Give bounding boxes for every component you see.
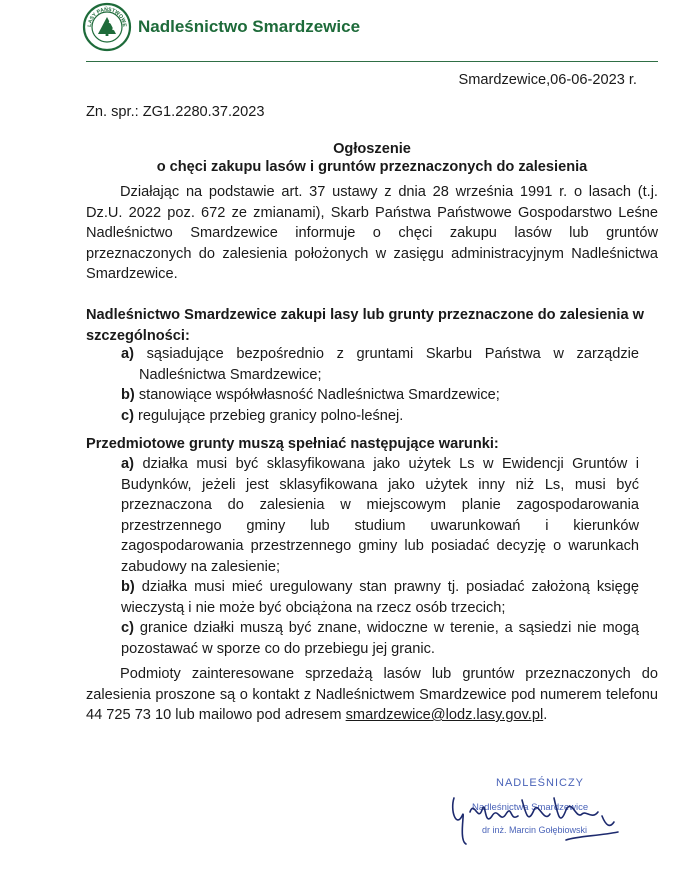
list-item <box>121 577 639 618</box>
official-stamp <box>448 770 648 865</box>
item-label: b) <box>121 387 135 403</box>
item-text: regulujące przebieg granicy polno-leśnej. <box>138 407 404 424</box>
closing-paragraph <box>86 664 658 726</box>
section-1-heading: Nadleśnictwo Smardzewice zakupi lasy lub grunty przeznaczone do zalesienia w szczególności: <box>86 307 644 344</box>
item-text: działka musi być sklasyfikowana jako użytek Ls w Ewidencji Gruntów i Budynków, jeżeli jest sklasyfikowana jako użytek inny niż Ls, musi być przeznaczona do zalesienia w miejscowym planie zagospodarowania przestrzennego gminy lub studium uwarunkowań i kierunków zagospodarowania przestrzennego gminy lub posiadać decyzję o warunkach zabudowy na zalesienie; <box>121 456 639 575</box>
header-divider <box>86 61 658 62</box>
list-item <box>121 618 639 659</box>
section-2-list <box>121 454 639 659</box>
item-text: stanowiące współwłasność Nadleśnictwa Smardzewice; <box>138 387 500 403</box>
item-text: granice działki muszą być znane, widoczne w terenie, a sąsiedzi nie mogą pozostawać w sporze co do przebiegu jej granic. <box>121 620 640 657</box>
logo-lettering: LASY PAŃSTWOWE <box>86 6 128 28</box>
item-text: sąsiadujące bezpośrednio z gruntami Skarbu Państwa w zarządzie Nadleśnictwa Smardzewice; <box>139 346 639 383</box>
list-item <box>121 344 639 385</box>
title-line-2: o chęci zakupu lasów i gruntów przeznaczonych do zalesienia <box>156 159 588 175</box>
item-text: działka musi mieć uregulowany stan prawny tj. posiadać założoną księgę wieczystą i nie może być obciążona na rzecz osób trzecich; <box>121 579 640 616</box>
stamp-unit: Nadleśnictwa Smardzewice <box>472 802 589 813</box>
closing-text: Podmioty zainteresowane sprzedażą lasów lub gruntów przeznaczonych do zalesienia proszone są o kontakt z Nadleśnictwem Smardzewice pod numerem telefonu 44 725 73 10 lub mailowo pod adresem <box>86 666 658 723</box>
stamp-title: NADLEŚNICZY <box>496 777 585 789</box>
section-1-list <box>121 344 639 426</box>
list-item <box>121 385 639 406</box>
item-label: c) <box>121 407 134 424</box>
list-item <box>121 406 639 427</box>
item-label: a) <box>121 456 134 472</box>
item-label: a) <box>121 346 134 362</box>
reference-number: Zn. spr.: ZG1.2280.37.2023 <box>86 104 265 120</box>
title-line-1: Ogłoszenie <box>333 141 411 157</box>
item-label: c) <box>121 620 134 636</box>
organization-name: Nadleśnictwo Smardzewice <box>138 17 361 36</box>
lasy-panstwowe-logo <box>82 2 132 52</box>
stamp-person: dr inż. Marcin Gołębiowski <box>482 825 588 835</box>
place-and-date: Smardzewice,06-06-2023 r. <box>458 72 637 88</box>
intro-paragraph: Działając na podstawie art. 37 ustawy z dnia 28 września 1991 r. o lasach (t.j. Dz.U. 2022 poz. 672 ze zmianami), Skarb Państwa Państwowe Gospodarstwo Leśne Nadleśnictwo Smardzewice informuje o chęci zakupu lasów lub gruntów przeznaczonych do zalesienia położonych w zasięgu administracyjnym Nadleśnictwa Smardzewice. <box>86 184 658 282</box>
item-label: b) <box>121 579 135 595</box>
announcement-title <box>86 140 658 176</box>
closing-end: . <box>543 707 548 723</box>
list-item <box>121 454 639 577</box>
email-link[interactable]: smardzewice@lodz.lasy.gov.pl <box>345 707 544 723</box>
section-2-heading: Przedmiotowe grunty muszą spełniać następujące warunki: <box>86 436 499 452</box>
letterhead <box>82 2 662 60</box>
